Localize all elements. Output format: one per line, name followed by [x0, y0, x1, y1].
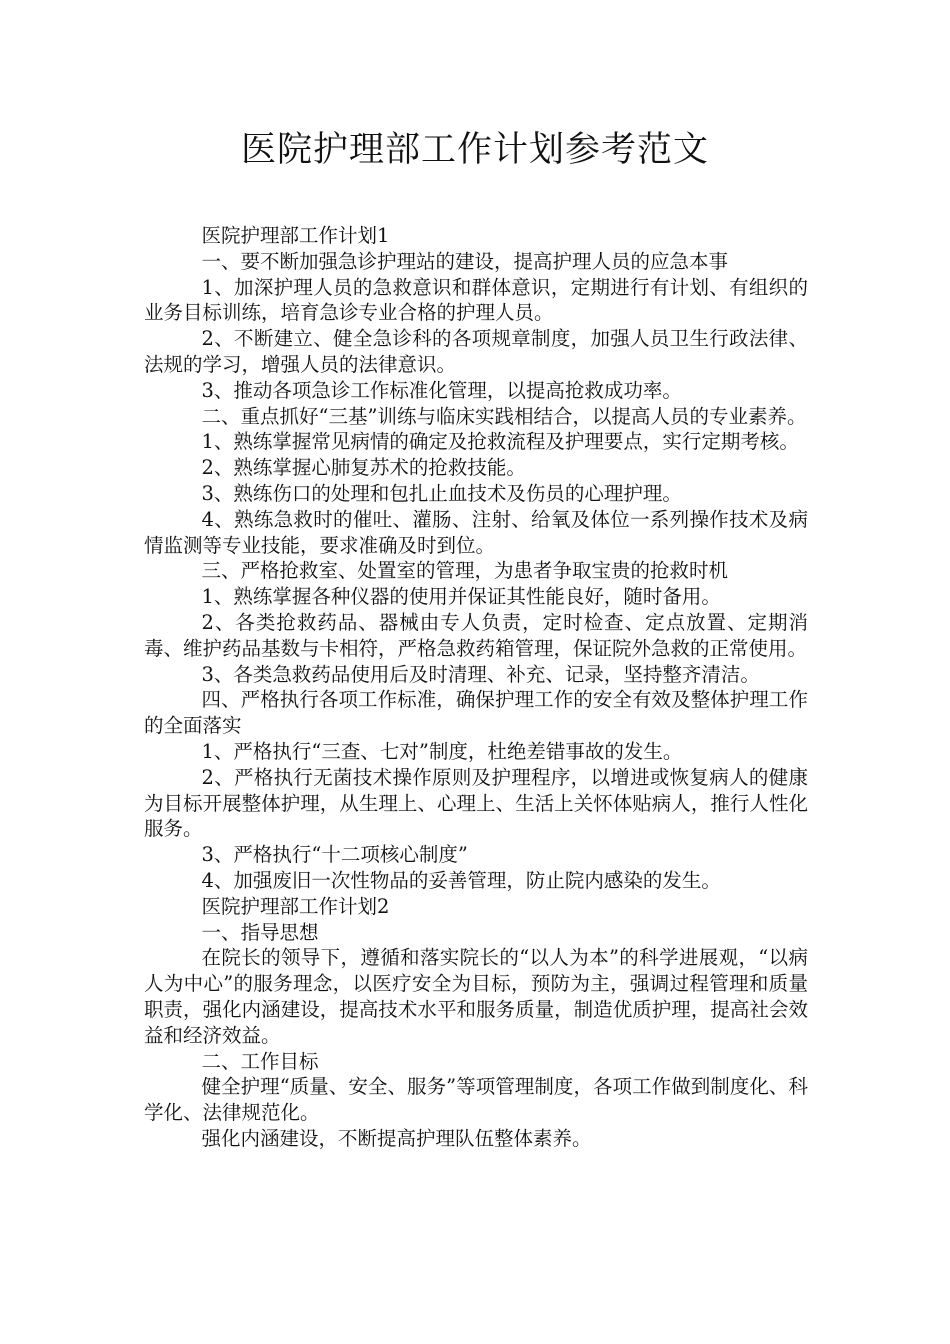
- paragraph: 健全护理“质量、安全、服务”等项管理制度，各项工作做到制度化、科学化、法律规范化。: [144, 1075, 808, 1125]
- paragraph: 3、严格执行“十二项核心制度”: [201, 843, 468, 867]
- paragraph: 1、严格执行“三查、七对”制度，杜绝差错事故的发生。: [201, 739, 683, 763]
- paragraph: 3、熟练伤口的处理和包扎止血技术及伤员的心理护理。: [201, 481, 682, 505]
- paragraph: 4、熟练急救时的催吐、灌肠、注射、给氧及体位一系列操作技术及病情监测等专业技能，要求准确及时到位。: [144, 507, 808, 557]
- paragraph: 1、熟练掌握各种仪器的使用并保证其性能良好，随时备用。: [201, 585, 721, 609]
- paragraph: 2、熟练掌握心肺复苏术的抢救技能。: [201, 456, 526, 480]
- paragraph: 二、重点抓好“三基”训练与临床实践相结合，以提高人员的专业素养。: [201, 404, 807, 428]
- paragraph: 2、不断建立、健全急诊科的各项规章制度，加强人员卫生行政法律、法规的学习，增强人员的法律意识。: [144, 327, 808, 376]
- paragraph: 一、指导思想: [201, 920, 319, 944]
- paragraph: 强化内涵建设，不断提高护理队伍整体素养。: [201, 1126, 592, 1150]
- paragraph: 3、各类急救药品使用后及时清理、补充、记录，坚持整齐清洁。: [201, 662, 760, 686]
- paragraph: 一、要不断加强急诊护理站的建设，提高护理人员的应急本事: [201, 249, 729, 273]
- document-title: 医院护理部工作计划参考范文: [240, 130, 709, 170]
- paragraph: 3、推动各项急诊工作标准化管理，以提高抢救成功率。: [201, 378, 682, 402]
- paragraph: 1、熟练掌握常见病情的确定及抢救流程及护理要点，实行定期考核。: [201, 430, 799, 454]
- paragraph: 医院护理部工作计划1: [201, 224, 390, 247]
- paragraph: 医院护理部工作计划2: [201, 894, 390, 918]
- paragraph: 4、加强废旧一次性物品的妥善管理，防止院内感染的发生。: [201, 868, 721, 892]
- paragraph: 2、各类抢救药品、器械由专人负责，定时检查、定点放置、定期消毒、维护药品基数与卡相符，严格急救药箱管理，保证院外急救的正常使用。: [144, 610, 808, 660]
- paragraph: 二、工作目标: [201, 1049, 319, 1073]
- paragraph: 三、严格抢救室、处置室的管理，为患者争取宝贵的抢救时机: [201, 559, 729, 583]
- document-body: [144, 223, 808, 1152]
- paragraph: 1、加深护理人员的急救意识和群体意识，定期进行有计划、有组织的业务目标训练，培育急诊专业合格的护理人员。: [144, 275, 808, 325]
- paragraph: 在院长的领导下，遵循和落实院长的“以人为本”的科学进展观，“以病人为中心”的服务理念，以医疗安全为目标，预防为主，强调过程管理和质量职责，强化内涵建设，提高技术水平和服务质量，制造优质护理，提高社会效益和经济效益。: [144, 946, 808, 1047]
- paragraph: 四、严格执行各项工作标准，确保护理工作的安全有效及整体护理工作的全面落实: [144, 688, 808, 738]
- paragraph: 2、严格执行无菌技术操作原则及护理程序，以增进或恢复病人的健康为目标开展整体护理，从生理上、心理上、生活上关怀体贴病人，推行人性化服务。: [144, 765, 808, 841]
